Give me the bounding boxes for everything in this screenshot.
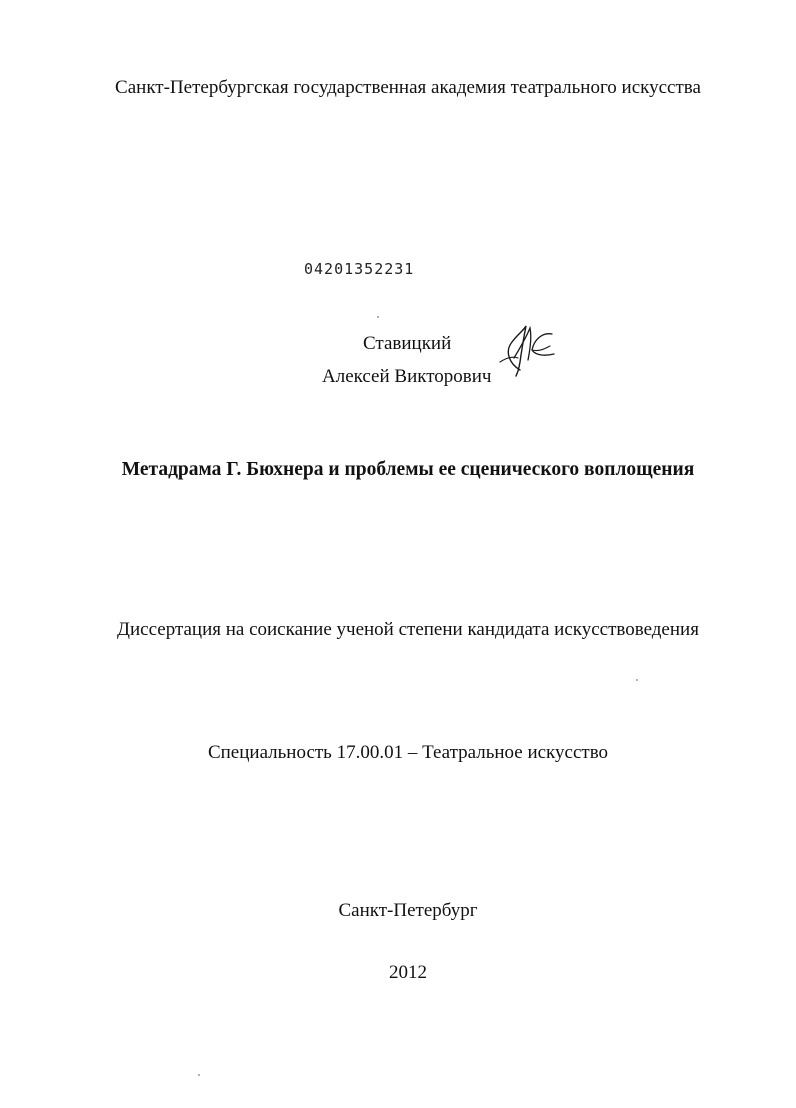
scan-speck	[377, 316, 379, 318]
degree-statement: Диссертация на соискание ученой степени кандидата искусствоведения	[117, 619, 699, 640]
handwritten-signature-icon	[496, 318, 562, 378]
institution-name: Санкт-Петербургская государственная академия театрального искусства	[115, 77, 701, 98]
scan-speck	[636, 679, 638, 681]
dissertation-title: Метадрама Г. Бюхнера и проблемы ее сценического воплощения	[121, 459, 695, 480]
author-surname: Ставицкий	[363, 333, 452, 354]
catalog-number-stamp: 04201352231	[304, 260, 415, 278]
city: Санкт-Петербург	[338, 900, 478, 921]
author-given-names: Алексей Викторович	[322, 366, 492, 387]
year: 2012	[389, 962, 427, 983]
specialty-line: Специальность 17.00.01 – Театральное искусство	[207, 742, 609, 763]
scan-speck	[198, 1074, 200, 1076]
